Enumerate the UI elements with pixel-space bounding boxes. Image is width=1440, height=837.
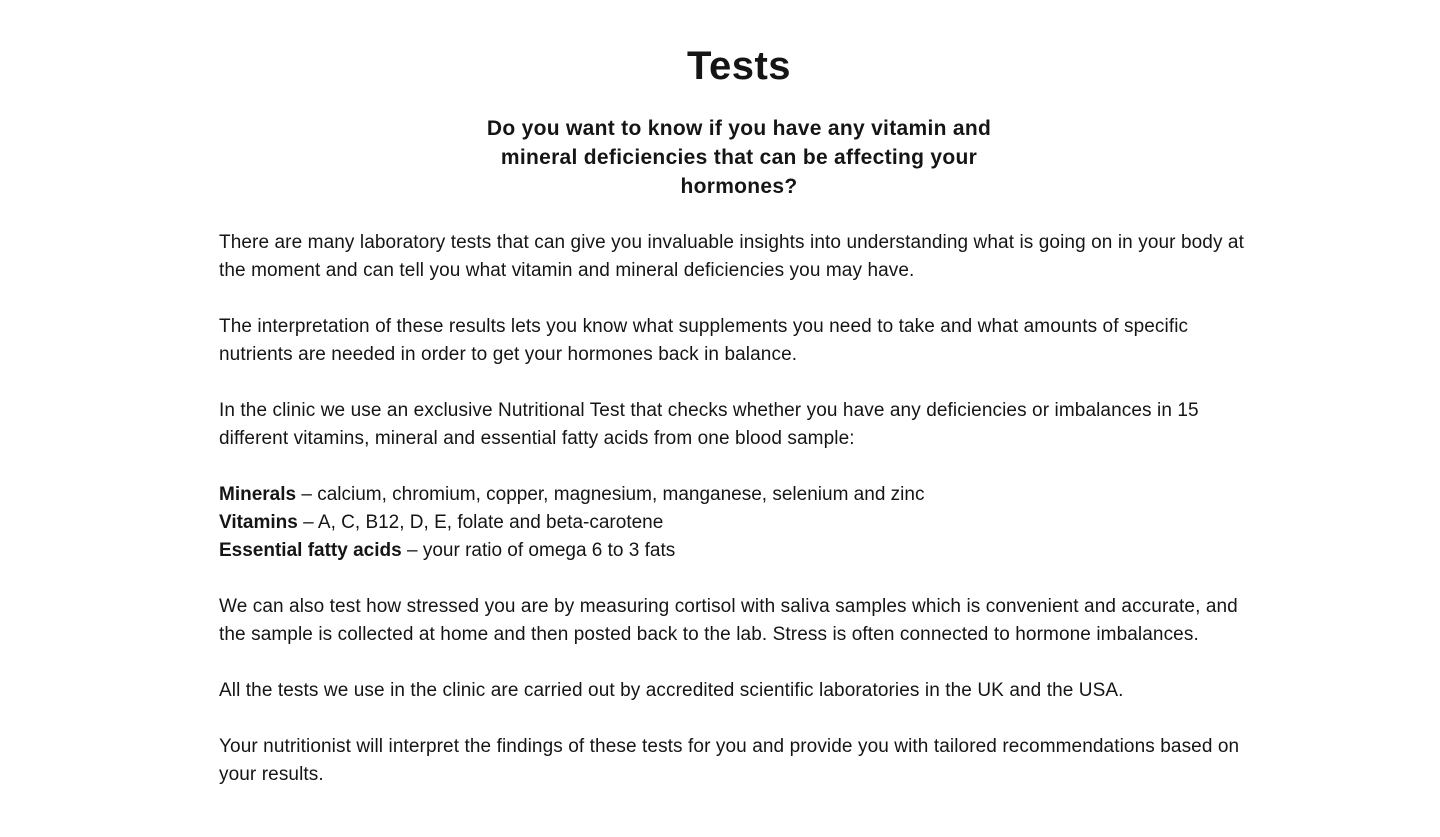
page-subtitle: Do you want to know if you have any vitamin and mineral deficiencies that can be affecting your hormones? [486,117,992,198]
test-list [219,481,1259,565]
main-content [219,229,1259,817]
laboratories-paragraph: All the tests we use in the clinic are carried out by accredited scientific laboratories in the UK and the USA. [219,680,1124,701]
list-item-label: Minerals [219,484,297,505]
stress-test-paragraph: We can also test how stressed you are by measuring cortisol with saliva samples which is convenient and accurate, and the sample is collected at home and then posted back to the lab. Stress is often connected to hormone imbalances. [219,596,1238,645]
list-item-value: – A, C, B12, D, E, folate and beta-carotene [297,512,664,533]
list-item-minerals [219,481,1259,509]
list-item-fatty-acids [219,537,1259,565]
list-item-value: – your ratio of omega 6 to 3 fats [401,540,676,561]
intro-paragraph: There are many laboratory tests that can give you invaluable insights into understanding what is going on in your body at the moment and can tell you what vitamin and mineral deficiencies you may have. [219,232,1244,281]
list-item-value: – calcium, chromium, copper, magnesium, manganese, selenium and zinc [296,484,925,505]
list-item-label: Essential fatty acids [219,540,402,561]
list-item-label: Vitamins [219,512,298,533]
list-item-vitamins [219,509,1259,537]
interpretation-paragraph: The interpretation of these results lets you know what supplements you need to take and what amounts of specific nutrients are needed in order to get your hormones back in balance. [219,316,1189,365]
page-title: Tests [686,44,792,88]
nutritional-test-paragraph: In the clinic we use an exclusive Nutritional Test that checks whether you have any deficiencies or imbalances in 15 different vitamins, mineral and essential fatty acids from one blood sample: [219,400,1199,449]
nutritionist-paragraph: Your nutritionist will interpret the findings of these tests for you and provide you with tailored recommendations based on your results. [219,736,1240,785]
